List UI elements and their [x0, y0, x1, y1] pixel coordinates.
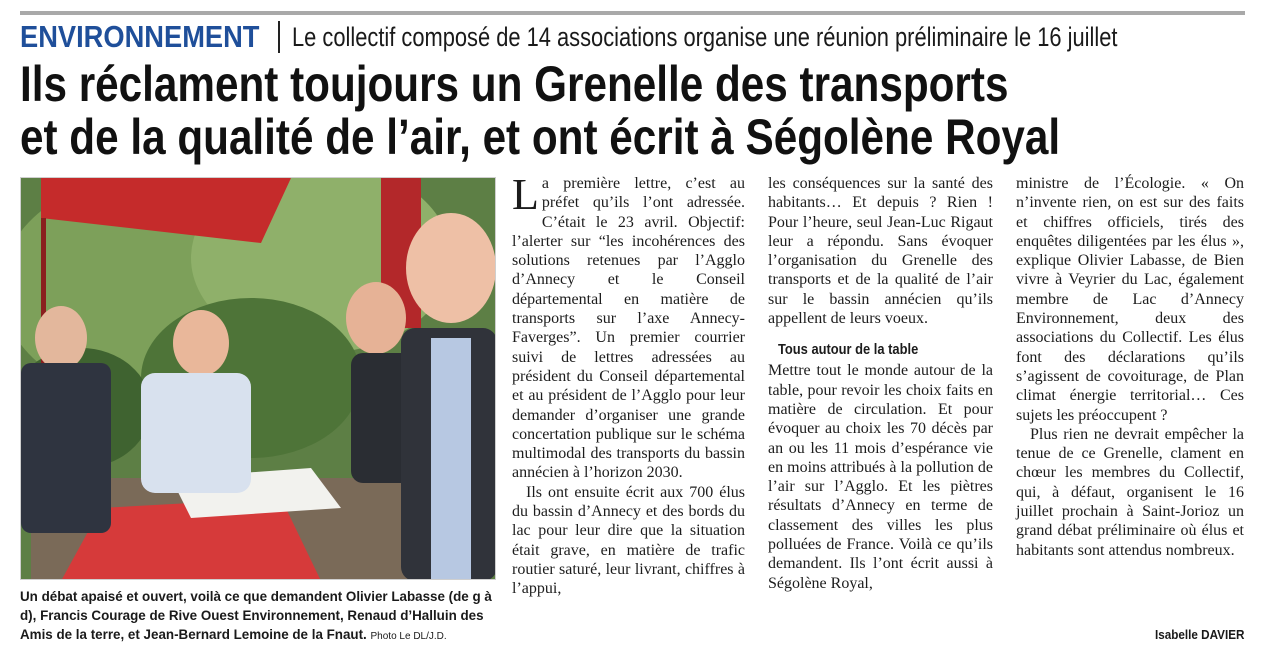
caption-text: Un débat apaisé et ouvert, voilà ce que demandent Olivier Labasse (de g à d), Francis Courage de Rive Ouest Environnement, Renaud d’Halluin des Amis de la terre, et Jean-Bernard Lemoine de la Fnaut.: [20, 589, 492, 642]
top-rule: [20, 11, 1245, 15]
headline-line-2: et de la qualité de l’air, et ont écrit à Ségolène Royal: [20, 109, 1061, 165]
byline: Isabelle DAVIER: [1154, 627, 1244, 642]
section-tag: ENVIRONNEMENT: [20, 19, 260, 54]
article-column-1: [512, 170, 745, 599]
paragraph: Plus rien ne devrait empêcher la tenue de ce Grenelle, clament en chœur les membres du Collectif, qui, à défaut, organisent le 16 juillet prochain à Saint-Jorioz un grand débat préliminaire où élus et habitants sont attendus nombreux.: [1016, 425, 1244, 559]
dropcap: L: [512, 170, 539, 219]
photo-illustration: [21, 178, 496, 580]
article-column-3: [1016, 174, 1244, 560]
paragraph: Mettre tout le monde autour de la table, pour revoir les choix faits en matière de circulation. Et pour évoquer au choix les 70 décès par an ou les 11 mois d’espérance vie en moins attribués à la pollution de l’air sur l’Agglo. Et les piètres résultats d’Annecy en terme de classement des villes les plus polluées de France. Voilà ce qu’ils demandent. Ils l’ont écrit aussi à Ségolène Royal,: [768, 362, 993, 592]
kicker: Le collectif composé de 14 associations organise une réunion préliminaire le 16 juillet: [292, 21, 1118, 52]
photo-credit: Photo Le DL/J.D.: [370, 631, 447, 642]
article-photo: [20, 177, 496, 580]
headline: [20, 58, 1260, 164]
rubric-separator: [278, 21, 280, 53]
paragraph: les conséquences sur la santé des habitants… Et depuis ? Rien ! Pour l’heure, seul Jean-Luc Rigaut leur a répondu. Sans évoquer l’organisation du Grenelle des transports et de la qualité de l’air sur le bassin annécien qu’ils appellent de leurs voeux.: [768, 175, 993, 328]
article-column-2: [768, 174, 993, 593]
paragraph-text: a première lettre, c’est au préfet qu’ils l’ont adressée. C’était le 23 avril. Objectif: l’alerter sur “les incohérences des solutions retenues par l’Agglo d’Annecy et le Conseil départemental en matière de transports sur l’axe Annecy-Faverges”. Un premier courrier suivi de lettres adressées au président du Conseil départemental et au président de l’Agglo pour leur demander d’organiser une grande concertation publique sur le schéma multimodal des transports du bassin annécien à l’horizon 2030.: [512, 175, 745, 482]
subheading: Tous autour de la table: [778, 341, 919, 359]
paragraph: ministre de l’Écologie. « On n’invente rien, on est sur des faits et chiffres officiels, tirés des enquêtes diligentées par les élus », explique Olivier Labasse, de Bien vivre à Veyrier du Lac, également membre de Lac d’Annecy Environnement, deux des associations du Collectif. Les élus font des déclarations qu’ils s’agissent de covoiturage, de Plan climat énergie territorial… Ces sujets les préoccupent ?: [1016, 175, 1244, 424]
paragraph: Ils ont ensuite écrit aux 700 élus du bassin d’Annecy et des bords du lac pour leur dire que la situation était grave, en matière de trafic routier saturé, leur livrant, chiffres à l’appui,: [512, 483, 745, 598]
rubric-bar: [20, 19, 1279, 55]
paragraph: [512, 170, 745, 483]
photo-caption: [20, 587, 500, 646]
headline-line-1: Ils réclament toujours un Grenelle des transports: [20, 56, 1009, 112]
